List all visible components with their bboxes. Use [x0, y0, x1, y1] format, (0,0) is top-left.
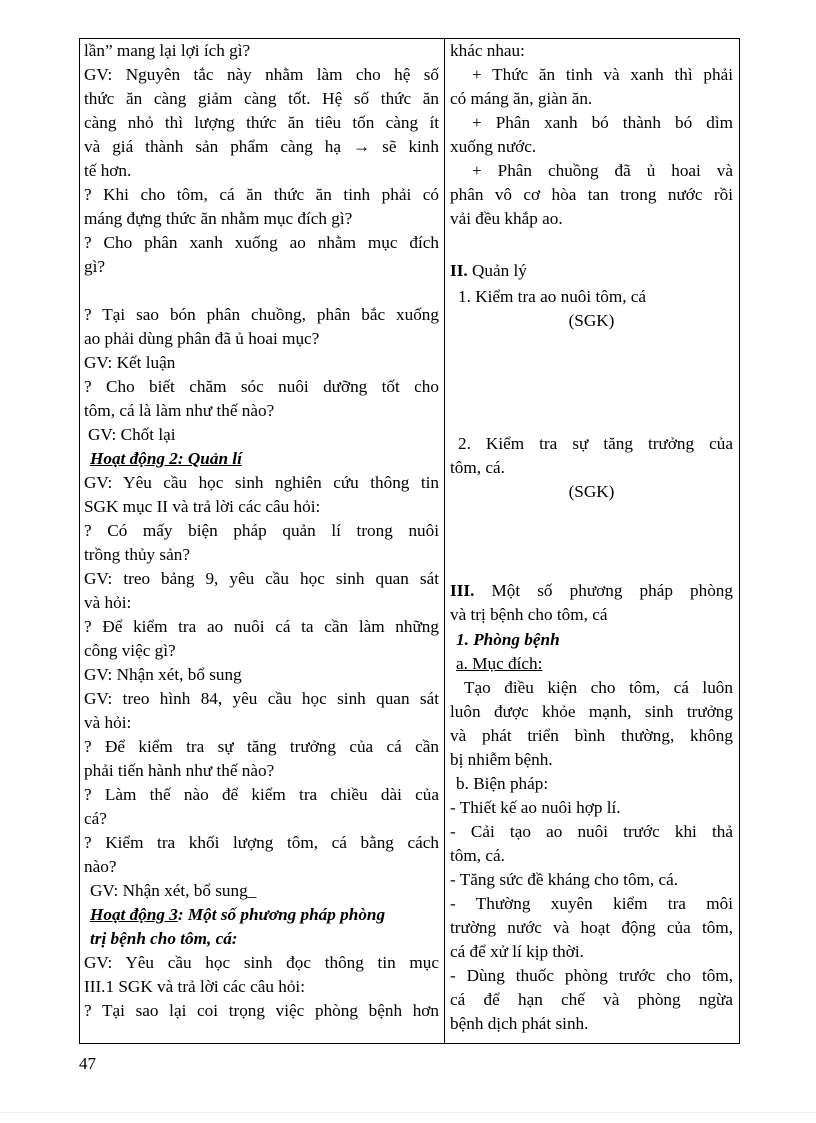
section-iii-label: III.	[450, 581, 475, 600]
text-line: GV: treo bảng 9, yêu cầu học sinh quan sát	[84, 569, 439, 588]
text-line: Tạo điều kiện cho tôm, cá luôn	[464, 678, 733, 697]
list-item: - Thiết kế ao nuôi hợp lí.	[450, 798, 621, 817]
section-iii-heading: III. Một số phương pháp phòng	[450, 581, 733, 600]
text-line: vải đều khắp ao.	[450, 209, 563, 228]
sgk-reference: (SGK)	[568, 311, 615, 330]
list-item: - Tăng sức đề kháng cho tôm, cá.	[450, 870, 679, 889]
text-line: xuống nước.	[450, 137, 537, 156]
text-line: phải tiến hành như thế nào?	[84, 761, 275, 780]
text-line: trồng thủy sản?	[84, 545, 190, 564]
activity-3-heading: Hoạt động 3: Một số phương pháp phòng	[90, 905, 386, 924]
activity-2-heading: Hoạt động 2: Quản lí	[90, 449, 242, 468]
question-line: ? Tại sao lại coi trọng việc phòng bệnh hơn	[84, 1001, 439, 1020]
text-line: công việc gì?	[84, 641, 176, 660]
section-iii-heading-cont: và trị bệnh cho tôm, cá	[450, 605, 608, 624]
text-line: GV: Nguyên tắc này nhằm làm cho hệ số	[84, 65, 439, 84]
question-line: ? Cho biết chăm sóc nuôi dưỡng tốt cho	[84, 377, 439, 396]
text-line: + Phân chuồng đã ủ hoai và	[472, 161, 733, 180]
list-item: - Thường xuyên kiểm tra môi	[450, 894, 733, 913]
text-line: tôm, cá.	[450, 846, 505, 865]
text-line: cá để hạn chế và phòng ngừa	[450, 990, 733, 1009]
text-line: và hỏi:	[84, 593, 132, 612]
subsection-a	[456, 652, 733, 676]
text-line: 1. Kiểm tra ao nuôi tôm, cá	[458, 287, 647, 306]
list-item: - Cải tạo ao nuôi trước khi thả	[450, 822, 733, 841]
text-line: GV: treo hình 84, yêu cầu học sinh quan sát	[84, 689, 439, 708]
sgk-reference: (SGK)	[568, 482, 615, 501]
question-line: ? Có mấy biện pháp quản lí trong nuôi	[84, 521, 439, 540]
subsection-b: b. Biện pháp:	[456, 774, 549, 793]
text-line: tôm, cá.	[450, 458, 505, 477]
section-ii-heading	[450, 259, 733, 283]
text-line: phân vô cơ hòa tan trong nước rồi	[450, 185, 733, 204]
subsection-heading: 1. Phòng bệnh	[456, 630, 560, 649]
text-line: gì?	[84, 257, 105, 276]
text-line: GV: Nhận xét, bổ sung	[84, 665, 242, 684]
text-line: GV: Chốt lại	[88, 425, 176, 444]
lesson-table	[79, 38, 740, 1044]
text-line: III.1 SGK và trả lời các câu hỏi:	[84, 977, 305, 996]
question-line: ? Làm thế nào để kiểm tra chiều dài của	[84, 785, 439, 804]
text-line: GV: Nhận xét, bổ sung_	[90, 881, 257, 900]
text-line: + Thức ăn tinh và xanh thì phải	[472, 65, 733, 84]
text-line: tế hơn.	[84, 161, 132, 180]
text-line: GV: Yêu cầu học sinh nghiên cứu thông tin	[84, 473, 439, 492]
list-item: - Dùng thuốc phòng trước cho tôm,	[450, 966, 733, 985]
section-ii-label: II.	[450, 261, 468, 280]
text-line: thức ăn càng giảm càng tốt. Hệ số thức ăn	[84, 89, 439, 108]
question-line: ? Tại sao bón phân chuồng, phân bắc xuống	[84, 305, 439, 324]
section-ii-title: Quản lý	[467, 261, 527, 280]
text-line: SGK mục II và trả lời các câu hỏi:	[84, 497, 321, 516]
text-line: bị nhiễm bệnh.	[450, 750, 553, 769]
column-divider	[444, 39, 445, 1043]
text-line: và phát triển bình thường, không	[450, 726, 733, 745]
text-line: + Phân xanh bó thành bó dìm	[472, 113, 733, 132]
text-line: nào?	[84, 857, 117, 876]
subsection-a-label: a. Mục đích:	[456, 654, 543, 673]
footer-divider	[0, 1112, 816, 1113]
question-line: ? Để kiểm tra sự tăng trưởng của cá cần	[84, 737, 439, 756]
text-line: GV: Kết luận	[84, 353, 176, 372]
text-line: ao phải dùng phân đã ủ hoai mục?	[84, 329, 320, 348]
text-line: cá?	[84, 809, 107, 828]
text-line: GV: Yêu cầu học sinh đọc thông tin mục	[84, 953, 439, 972]
text-line: lần” mang lại lợi ích gì?	[84, 41, 251, 60]
page-number: 47	[79, 1054, 96, 1073]
activity-3-label: Hoạt động 3	[90, 905, 178, 924]
activity-3-heading-cont: trị bệnh cho tôm, cá:	[90, 929, 238, 948]
text-line: 2. Kiểm tra sự tăng trưởng của	[458, 434, 733, 453]
text-line: bệnh dịch phát sinh.	[450, 1014, 589, 1033]
text-line: càng nhỏ thì lượng thức ăn tiêu tốn càng ít	[84, 113, 439, 132]
text-line: máng đựng thức ăn nhằm mục đích gì?	[84, 209, 353, 228]
question-line: ? Cho phân xanh xuống ao nhằm mục đích	[84, 233, 439, 252]
question-line: ? Để kiểm tra ao nuôi cá ta cần làm những	[84, 617, 439, 636]
text-line: và hỏi:	[84, 713, 132, 732]
question-line: ? Khi cho tôm, cá ăn thức ăn tinh phải có	[84, 185, 439, 204]
text-line: trường nước và hoạt động của tôm,	[450, 918, 733, 937]
question-line: ? Kiểm tra khối lượng tôm, cá bằng cách	[84, 833, 439, 852]
text-line: luôn được khỏe mạnh, sinh trưởng	[450, 702, 733, 721]
text-line: và giá thành sản phẩm càng hạ → sẽ kinh	[84, 137, 439, 156]
text-line: tôm, cá là làm như thế nào?	[84, 401, 275, 420]
text-line: cá để xử lí kịp thời.	[450, 942, 584, 961]
text-line: có máng ăn, giàn ăn.	[450, 89, 593, 108]
text-line: khác nhau:	[450, 41, 525, 60]
